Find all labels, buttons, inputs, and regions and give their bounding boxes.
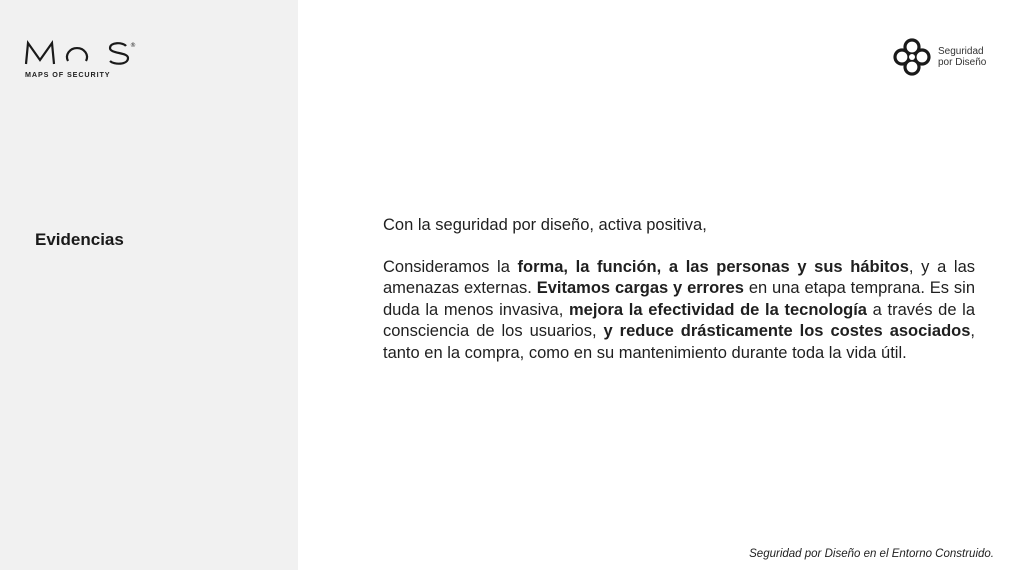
mos-logo-mark [24,38,136,68]
body-emphasis-segment: y reduce drásticamente los costes asociados [603,322,971,340]
logo-tagline: MAPS OF SECURITY [25,70,111,79]
knot-icon [892,37,932,77]
body-text-segment: a través de la consciencia de los usuarios, [383,300,976,340]
body-text-segment: en una etapa temprana. Es sin duda la menos invasiva, [383,279,975,319]
svg-text:®: ® [130,42,136,49]
brand-line-2: por Diseño [938,57,987,68]
footer-caption: Seguridad por Diseño en el Entorno Construido. [749,548,994,560]
body-text-segment: , y a las amenazas externas. [383,257,976,297]
body-emphasis-segment: forma, la función, a las personas y sus hábitos [517,257,909,276]
mos-logo [24,38,144,82]
body-text-segment: Consideramos la [383,257,518,276]
brand-text [938,46,986,68]
brand-line-1: Seguridad [938,46,984,57]
body-emphasis-segment: mejora la efectividad de la tecnología [569,300,867,319]
brand-badge [892,37,986,77]
body-emphasis-segment: Evitamos cargas y errores [536,279,744,297]
body-text-segment: , tanto en la compra, como en su mantenimiento durante toda la vida útil. [383,322,975,362]
section-title: Evidencias [35,230,124,249]
body-paragraph [383,257,975,365]
lead-paragraph: Con la seguridad por diseño, activa positiva, [383,216,707,234]
main-content [383,215,975,364]
sidebar-panel [0,0,298,570]
